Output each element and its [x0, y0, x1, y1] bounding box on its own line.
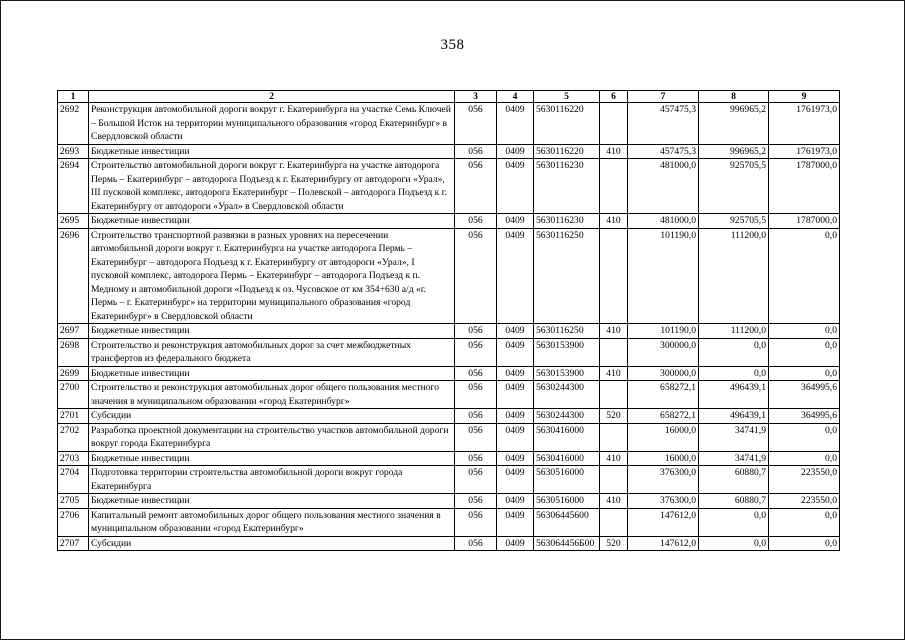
ministry-code: 056 [455, 159, 497, 214]
amount-col-8: 496439,1 [699, 409, 769, 424]
column-header: 2 [89, 91, 455, 103]
row-number: 2701 [58, 409, 89, 424]
row-description: Бюджетные инвестиции [89, 144, 455, 159]
amount-col-9: 1761973,0 [769, 103, 840, 145]
row-description: Разработка проектной документации на строительство участков автомобильной дороги вокруг города Екатеринбурга [89, 423, 455, 451]
target-article-code: 5630244300 [534, 409, 600, 424]
table-row [58, 144, 840, 159]
row-number: 2703 [58, 451, 89, 466]
row-description: Субсидии [89, 409, 455, 424]
amount-col-7: 481000,0 [628, 214, 699, 229]
amount-col-9: 1761973,0 [769, 144, 840, 159]
row-number: 2694 [58, 159, 89, 214]
ministry-code: 056 [455, 366, 497, 381]
ministry-code: 056 [455, 409, 497, 424]
table-row [58, 338, 840, 366]
amount-col-9: 1787000,0 [769, 214, 840, 229]
row-number: 2706 [58, 508, 89, 536]
column-header: 3 [455, 91, 497, 103]
table-row [58, 228, 840, 324]
section-code: 0409 [497, 214, 534, 229]
target-article-code: 5630153900 [534, 338, 600, 366]
amount-col-8: 34741,9 [699, 423, 769, 451]
amount-col-9: 364995,6 [769, 409, 840, 424]
expense-type-code [600, 381, 628, 409]
row-description: Бюджетные инвестиции [89, 494, 455, 509]
row-number: 2693 [58, 144, 89, 159]
amount-col-7: 457475,3 [628, 144, 699, 159]
table-row [58, 103, 840, 145]
row-number: 2702 [58, 423, 89, 451]
table-row [58, 423, 840, 451]
row-description: Субсидии [89, 536, 455, 551]
column-header: 5 [534, 91, 600, 103]
column-header: 7 [628, 91, 699, 103]
amount-col-9: 364995,6 [769, 381, 840, 409]
row-description: Строительство и реконструкция автомобильных дорог за счет межбюджетных трансфертов из федерального бюджета [89, 338, 455, 366]
target-article-code: 5630416000 [534, 423, 600, 451]
table-row [58, 214, 840, 229]
table-row [58, 409, 840, 424]
amount-col-7: 457475,3 [628, 103, 699, 145]
section-code: 0409 [497, 103, 534, 145]
column-header: 1 [58, 91, 89, 103]
amount-col-9: 223550,0 [769, 466, 840, 494]
row-number: 2705 [58, 494, 89, 509]
row-number: 2707 [58, 536, 89, 551]
row-description: Капитальный ремонт автомобильных дорог общего пользования местного значения в муниципальном образовании «город Екатеринбург» [89, 508, 455, 536]
amount-col-9: 0,0 [769, 228, 840, 324]
amount-col-7: 376300,0 [628, 466, 699, 494]
target-article-code: 5630116250 [534, 324, 600, 339]
amount-col-7: 300000,0 [628, 366, 699, 381]
amount-col-8: 996965,2 [699, 144, 769, 159]
ministry-code: 056 [455, 494, 497, 509]
ministry-code: 056 [455, 451, 497, 466]
section-code: 0409 [497, 409, 534, 424]
row-description: Строительство автомобильной дороги вокруг г. Екатеринбурга на участке автодорога Пермь – Екатеринбург – автодорога Подъезд к г. Екатеринбургу от автодороги «Урал», III пусковой комплекс, автодорога Екатеринбург – Полевской – автодорога Подъезд к г. Екатеринбургу от автодороги «Урал» в Свердловской области [89, 159, 455, 214]
row-number: 2700 [58, 381, 89, 409]
target-article-code: 5630416000 [534, 451, 600, 466]
row-description: Бюджетные инвестиции [89, 451, 455, 466]
ministry-code: 056 [455, 423, 497, 451]
ministry-code: 056 [455, 536, 497, 551]
row-description: Строительство транспортной развязки в разных уровнях на пересечении автомобильной дороги вокруг г. Екатеринбурга на участке автодорога Пермь – Екатеринбург – автодорога Подъезд к г. Екатеринбургу от автодороги «Урал», I пусковой комплекс, автодорога Пермь – Екатеринбург – автодорога Подъезд к п. Медному и автомобильной дороги «Подъезд к оз. Чусовское от км 354+630 а/д «г. Пермь – г. Екатеринбург» на территории муниципального образования «город Екатеринбург» в Свердловской области [89, 228, 455, 324]
expense-type-code [600, 228, 628, 324]
amount-col-8: 0,0 [699, 508, 769, 536]
row-description: Строительство и реконструкция автомобильных дорог общего пользования местного значения в муниципальном образовании «город Екатеринбург» [89, 381, 455, 409]
amount-col-7: 147612,0 [628, 536, 699, 551]
ministry-code: 056 [455, 228, 497, 324]
ministry-code: 056 [455, 324, 497, 339]
target-article-code: 56306445600 [534, 508, 600, 536]
row-number: 2699 [58, 366, 89, 381]
column-header: 8 [699, 91, 769, 103]
amount-col-7: 376300,0 [628, 494, 699, 509]
target-article-code: 5630153900 [534, 366, 600, 381]
amount-col-9: 1787000,0 [769, 159, 840, 214]
amount-col-8: 60880,7 [699, 466, 769, 494]
amount-col-7: 658272,1 [628, 409, 699, 424]
amount-col-9: 0,0 [769, 324, 840, 339]
budget-table [57, 90, 840, 551]
expense-type-code: 410 [600, 451, 628, 466]
target-article-code: 5630116220 [534, 144, 600, 159]
table-row [58, 324, 840, 339]
amount-col-8: 925705,5 [699, 214, 769, 229]
amount-col-9: 0,0 [769, 338, 840, 366]
table-header-row [58, 91, 840, 103]
amount-col-8: 0,0 [699, 366, 769, 381]
row-description: Подготовка территории строительства автомобильной дороги вокруг города Екатеринбурга [89, 466, 455, 494]
expense-type-code: 410 [600, 214, 628, 229]
amount-col-9: 0,0 [769, 366, 840, 381]
row-number: 2692 [58, 103, 89, 145]
target-article-code: 5630516000 [534, 494, 600, 509]
amount-col-8: 111200,0 [699, 228, 769, 324]
section-code: 0409 [497, 451, 534, 466]
table-row [58, 381, 840, 409]
amount-col-8: 34741,9 [699, 451, 769, 466]
row-description: Бюджетные инвестиции [89, 214, 455, 229]
amount-col-9: 0,0 [769, 451, 840, 466]
row-number: 2698 [58, 338, 89, 366]
amount-col-8: 0,0 [699, 338, 769, 366]
row-number: 2704 [58, 466, 89, 494]
target-article-code: 5630116230 [534, 159, 600, 214]
amount-col-7: 101190,0 [628, 228, 699, 324]
row-number: 2696 [58, 228, 89, 324]
amount-col-8: 925705,5 [699, 159, 769, 214]
target-article-code: 5630244300 [534, 381, 600, 409]
table-row [58, 494, 840, 509]
section-code: 0409 [497, 144, 534, 159]
column-header: 9 [769, 91, 840, 103]
target-article-code: 5630116250 [534, 228, 600, 324]
target-article-code: 5630116220 [534, 103, 600, 145]
section-code: 0409 [497, 324, 534, 339]
expense-type-code [600, 466, 628, 494]
amount-col-8: 60880,7 [699, 494, 769, 509]
section-code: 0409 [497, 494, 534, 509]
amount-col-8: 111200,0 [699, 324, 769, 339]
expense-type-code [600, 508, 628, 536]
amount-col-9: 0,0 [769, 423, 840, 451]
table-row [58, 466, 840, 494]
ministry-code: 056 [455, 338, 497, 366]
amount-col-7: 101190,0 [628, 324, 699, 339]
expense-type-code: 520 [600, 536, 628, 551]
column-header: 4 [497, 91, 534, 103]
expense-type-code: 410 [600, 324, 628, 339]
section-code: 0409 [497, 338, 534, 366]
section-code: 0409 [497, 508, 534, 536]
section-code: 0409 [497, 381, 534, 409]
ministry-code: 056 [455, 144, 497, 159]
amount-col-7: 16000,0 [628, 451, 699, 466]
amount-col-9: 223550,0 [769, 494, 840, 509]
table-row [58, 366, 840, 381]
amount-col-8: 0,0 [699, 536, 769, 551]
expense-type-code [600, 423, 628, 451]
amount-col-7: 16000,0 [628, 423, 699, 451]
amount-col-9: 0,0 [769, 508, 840, 536]
section-code: 0409 [497, 228, 534, 324]
ministry-code: 056 [455, 381, 497, 409]
section-code: 0409 [497, 423, 534, 451]
ministry-code: 056 [455, 214, 497, 229]
row-description: Реконструкция автомобильной дороги вокруг г. Екатеринбурга на участке Семь Ключей – Большой Исток на территории муниципального образования «город Екатеринбург» в Свердловской области [89, 103, 455, 145]
target-article-code: 5630516000 [534, 466, 600, 494]
target-article-code: 5630116230 [534, 214, 600, 229]
column-header: 6 [600, 91, 628, 103]
amount-col-7: 658272,1 [628, 381, 699, 409]
target-article-code: 563064456Б00 [534, 536, 600, 551]
amount-col-7: 481000,0 [628, 159, 699, 214]
ministry-code: 056 [455, 103, 497, 145]
section-code: 0409 [497, 159, 534, 214]
amount-col-8: 496439,1 [699, 381, 769, 409]
ministry-code: 056 [455, 466, 497, 494]
expense-type-code [600, 159, 628, 214]
expense-type-code: 410 [600, 494, 628, 509]
amount-col-8: 996965,2 [699, 103, 769, 145]
amount-col-7: 147612,0 [628, 508, 699, 536]
expense-type-code: 410 [600, 366, 628, 381]
row-description: Бюджетные инвестиции [89, 324, 455, 339]
section-code: 0409 [497, 466, 534, 494]
expense-type-code [600, 338, 628, 366]
amount-col-9: 0,0 [769, 536, 840, 551]
row-description: Бюджетные инвестиции [89, 366, 455, 381]
row-number: 2697 [58, 324, 89, 339]
expense-type-code [600, 103, 628, 145]
table-row [58, 451, 840, 466]
page-number: 358 [440, 37, 465, 53]
expense-type-code: 520 [600, 409, 628, 424]
ministry-code: 056 [455, 508, 497, 536]
table-row [58, 159, 840, 214]
section-code: 0409 [497, 366, 534, 381]
expense-type-code: 410 [600, 144, 628, 159]
table-row [58, 508, 840, 536]
table-body [58, 103, 840, 551]
amount-col-7: 300000,0 [628, 338, 699, 366]
section-code: 0409 [497, 536, 534, 551]
table-row [58, 536, 840, 551]
row-number: 2695 [58, 214, 89, 229]
